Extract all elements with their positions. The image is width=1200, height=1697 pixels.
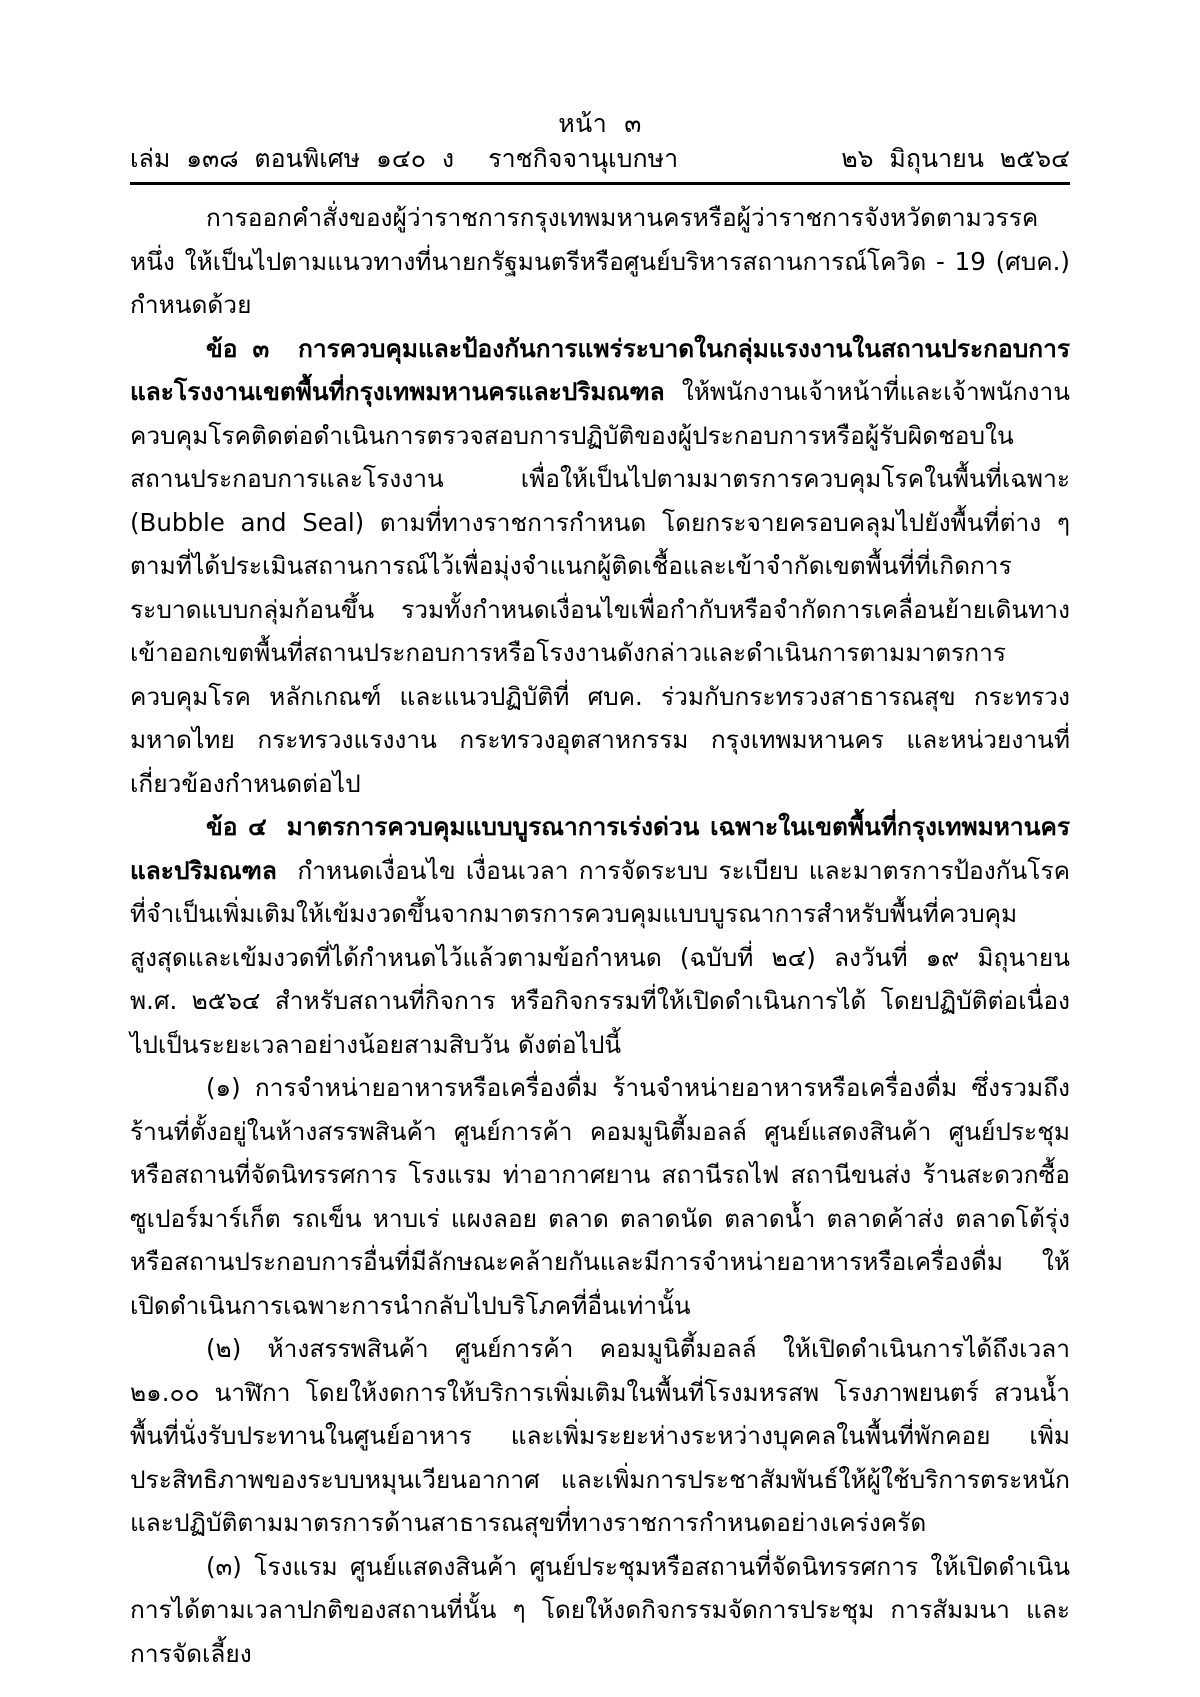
gazette-name-label: ราชกิจจานุเบกษา	[488, 144, 679, 174]
document-body	[130, 196, 1070, 1675]
list-item-3-text: (๓) โรงแรม ศูนย์แสดงสินค้า ศูนย์ประชุมหรือสถานที่จัดนิทรรศการ ให้เปิดดำเนินการได้ตามเวลาปกติของสถานที่นั้น ๆ โดยให้งดกิจกรรมจัดการประชุม การสัมมนา และการจัดเลี้ยง	[130, 1551, 1070, 1668]
list-item-1	[130, 1066, 1070, 1327]
paragraph-intro-text: การออกคำสั่งของผู้ว่าราชการกรุงเทพมหานครหรือผู้ว่าราชการจังหวัดตามวรรคหนึ่ง ให้เป็นไปตามแนวทางที่นายกรัฐมนตรีหรือศูนย์บริหารสถานการณ์โควิด - 19 (ศบค.) กำหนดด้วย	[130, 203, 1070, 319]
clause-3	[130, 327, 1070, 806]
clause-3-number: ข้อ ๓	[206, 333, 270, 363]
list-item-3	[130, 1545, 1070, 1676]
masthead-row	[130, 143, 1070, 176]
page-number-label: หน้า ๓	[558, 109, 642, 138]
clause-4	[130, 805, 1070, 1066]
paragraph-intro	[130, 196, 1070, 327]
list-item-2-text: (๒) ห้างสรรพสินค้า ศูนย์การค้า คอมมูนิตี้มอลล์ ให้เปิดดำเนินการได้ถึงเวลา ๒๑.๐๐ นาฬิกา โดยให้งดการให้บริการเพิ่มเติมในพื้นที่โรงมหรสพ โรงภาพยนตร์ สวนน้ำ พื้นที่นั่งรับประทานในศูนย์อาหาร และเพิ่มระยะห่างระหว่างบุคคลในพื้นที่พักคอย เพิ่มประสิทธิภาพของระบบหมุนเวียนอากาศ และเพิ่มการประชาสัมพันธ์ให้ผู้ใช้บริการตระหนักและปฏิบัติตามมาตรการด้านสาธารณสุขที่ทางราชการกำหนดอย่างเคร่งครัด	[130, 1334, 1070, 1537]
publication-date-label: ๒๖ มิถุนายน ๒๕๖๔	[841, 144, 1070, 174]
clause-4-number: ข้อ ๔	[206, 812, 267, 841]
clause-4-heading: มาตรการควบคุมแบบบูรณาการเร่งด่วน เฉพาะในเขตพื้นที่กรุงเทพมหานครและปริมณฑล	[130, 812, 1070, 885]
masthead	[130, 108, 1070, 185]
volume-issue-label: เล่ม ๑๓๘ ตอนพิเศษ ๑๔๐ ง	[130, 144, 455, 174]
clause-4-text: กำหนดเงื่อนไข เงื่อนเวลา การจัดระบบ ระเบียบ และมาตรการป้องกันโรคที่จำเป็นเพิ่มเติมให้เข้มงวดขึ้นจากมาตรการควบคุมแบบบูรณาการสำหรับพื้นที่ควบคุมสูงสุดและเข้มงวดที่ได้กำหนดไว้แล้วตามข้อกำหนด (ฉบับที่ ๒๔) ลงวันที่ ๑๙ มิถุนายน พ.ศ. ๒๕๖๔ สำหรับสถานที่กิจการ หรือกิจกรรมที่ให้เปิดดำเนินการได้ โดยปฏิบัติต่อเนื่องไปเป็นระยะเวลาอย่างน้อยสามสิบวัน ดังต่อไปนี้	[130, 855, 1071, 1059]
clause-3-heading: การควบคุมและป้องกันการแพร่ระบาดในกลุ่มแรงงานในสถานประกอบการและโรงงานเขตพื้นที่กรุงเทพมหานครและปริมณฑล	[130, 333, 1070, 406]
list-item-1-text: (๑) การจำหน่ายอาหารหรือเครื่องดื่ม ร้านจำหน่ายอาหารหรือเครื่องดื่ม ซึ่งรวมถึงร้านที่ตั้งอยู่ในห้างสรรพสินค้า ศูนย์การค้า คอมมูนิตี้มอลล์ ศูนย์แสดงสินค้า ศูนย์ประชุมหรือสถานที่จัดนิทรรศการ โรงแรม ท่าอากาศยาน สถานีรถไฟ สถานีขนส่ง ร้านสะดวกซื้อ ซูเปอร์มาร์เก็ต รถเข็น หาบเร่ แผงลอย ตลาด ตลาดนัด ตลาดน้ำ ตลาดค้าส่ง ตลาดโต้รุ่ง หรือสถานประกอบการอื่นที่มีลักษณะคล้ายกันและมีการจำหน่ายอาหารหรือเครื่องดื่ม ให้เปิดดำเนินการเฉพาะการนำกลับไปบริโภคที่อื่นเท่านั้น	[130, 1073, 1070, 1320]
list-item-2	[130, 1327, 1070, 1545]
clause-3-text: ให้พนักงานเจ้าหน้าที่และเจ้าพนักงานควบคุมโรคติดต่อดำเนินการตรวจสอบการปฏิบัติของผู้ประกอบการหรือผู้รับผิดชอบในสถานประกอบการและโรงงาน เพื่อให้เป็นไปตามมาตรการควบคุมโรคในพื้นที่เฉพาะ (Bubble and Seal) ตามที่ทางราชการกำหนด โดยกระจายครอบคลุมไปยังพื้นที่ต่าง ๆ ตามที่ได้ประเมินสถานการณ์ไว้เพื่อมุ่งจำแนกผู้ติดเชื้อและเข้าจำกัดเขตพื้นที่ที่เกิดการระบาดแบบกลุ่มก้อนขึ้น รวมทั้งกำหนดเงื่อนไขเพื่อกำกับหรือจำกัดการเคลื่อนย้ายเดินทางเข้าออกเขตพื้นที่สถานประกอบการหรือโรงงานดังกล่าวและดำเนินการตามมาตรการควบคุมโรค หลักเกณฑ์ และแนวปฏิบัติที่ ศบค. ร่วมกับกระทรวงสาธารณสุข กระทรวงมหาดไทย กระทรวงแรงงาน กระทรวงอุตสาหกรรม กรุงเทพมหานคร และหน่วยงานที่เกี่ยวข้องกำหนดต่อไป	[130, 377, 1070, 798]
masthead-divider	[130, 182, 1070, 185]
